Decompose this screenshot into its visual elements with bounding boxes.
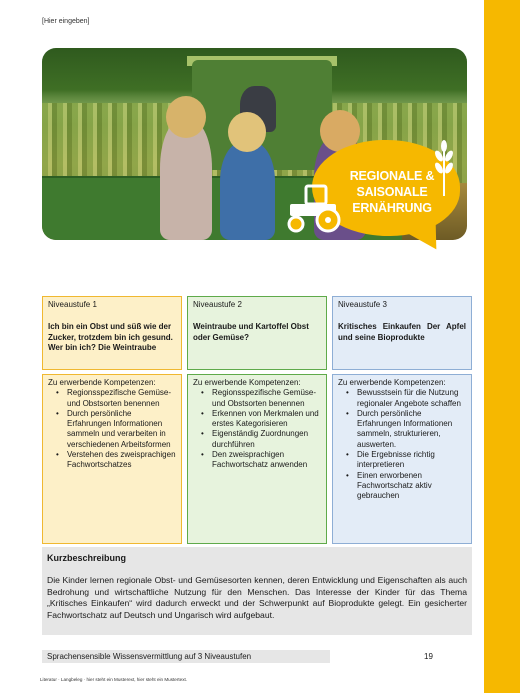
level-1-header (42, 296, 182, 370)
footer-credit: Literatur · Langbeleg · hier steht ein Musterext, hier steht ein Mustertext. (40, 677, 188, 682)
competence-list (193, 388, 321, 470)
competence-item: • Die Ergebnisse richtig interpretieren (338, 450, 466, 471)
level-title: Kritisches Einkaufen Der Apfel und seine Bioprodukte (338, 322, 466, 342)
level-label: Niveaustufe 3 (338, 300, 387, 309)
competence-item: • Verstehen des zweisprachigen Fachwortschatzes (48, 450, 176, 471)
competence-item: • Den zweisprachigen Fachwortschatz anwenden (193, 450, 321, 471)
level-title: Weintraube und Kartoffel Obst oder Gemüse? (193, 322, 309, 342)
level-1-competences (42, 374, 182, 544)
level-3-competences (332, 374, 472, 544)
level-2-competences (187, 374, 327, 544)
competence-item: • Eigenständig Zuordnungen durchführen (193, 429, 321, 450)
competence-item: • Erkennen von Merkmalen und erstes Kategorisieren (193, 409, 321, 430)
child-figure (160, 120, 212, 240)
summary-box (42, 547, 472, 635)
competence-item: • Regionsspezifische Gemüse- und Obstsorten benennen (48, 388, 176, 409)
competence-item: • Durch persönliche Erfahrungen Informationen sammeln, strukturieren, auswerten. (338, 409, 466, 450)
competence-item: • Regionsspezifische Gemüse- und Obstsorten benennen (193, 388, 321, 409)
competence-item: • Einen erworbenen Fachwortschatz aktiv gebrauchen (338, 471, 466, 502)
level-label: Niveaustufe 2 (193, 300, 242, 309)
level-title: Ich bin ein Obst und süß wie der Zucker, trotzdem bin ich gesund. Wer bin ich? Die Weintraube (48, 322, 173, 352)
wheat-icon (430, 138, 458, 198)
header-placeholder: [Hier eingeben] (42, 18, 90, 25)
competence-list (338, 388, 466, 501)
summary-heading: Kurzbeschreibung (47, 553, 127, 563)
child-figure (220, 142, 275, 240)
competences-intro: Zu erwerbende Kompetenzen: (48, 378, 156, 387)
competence-item: • Durch persönliche Erfahrungen Informationen sammeln und verarbeiten in verschiedenen Arbeitsformen (48, 409, 176, 450)
page-number: 19 (424, 652, 433, 661)
competences-intro: Zu erwerbende Kompetenzen: (193, 378, 301, 387)
summary-text: Die Kinder lernen regionale Obst- und Gemüsesorten kennen, deren Entwicklung und Eigenschaften als auch Bedrohung und wirtschaftliche Nutzung für den Menschen. Das Interesse der Kinder für das Thema „Kritisches Einkaufen“ wird dadurch erweckt und der Schwerpunkt auf Bioprodukte gelegt. Ein gesicherter Fachwortschatz auf Deutsch und Ungarisch wird aufgebaut. (47, 575, 467, 620)
competence-list (48, 388, 176, 470)
competences-intro: Zu erwerbende Kompetenzen: (338, 378, 446, 387)
footer-title: Sprachensensible Wissensvermittlung auf 3 Niveaustufen (42, 650, 330, 663)
level-label: Niveaustufe 1 (48, 300, 97, 309)
level-3-header (332, 296, 472, 370)
tractor-icon (284, 182, 346, 234)
competence-item: • Bewusstsein für die Nutzung regionaler Angebote schaffen (338, 388, 466, 409)
topic-badge-text: REGIONALE & SAISONALE ERNÄHRUNG (349, 169, 435, 215)
level-2-header (187, 296, 327, 370)
accent-sidebar (484, 0, 520, 693)
